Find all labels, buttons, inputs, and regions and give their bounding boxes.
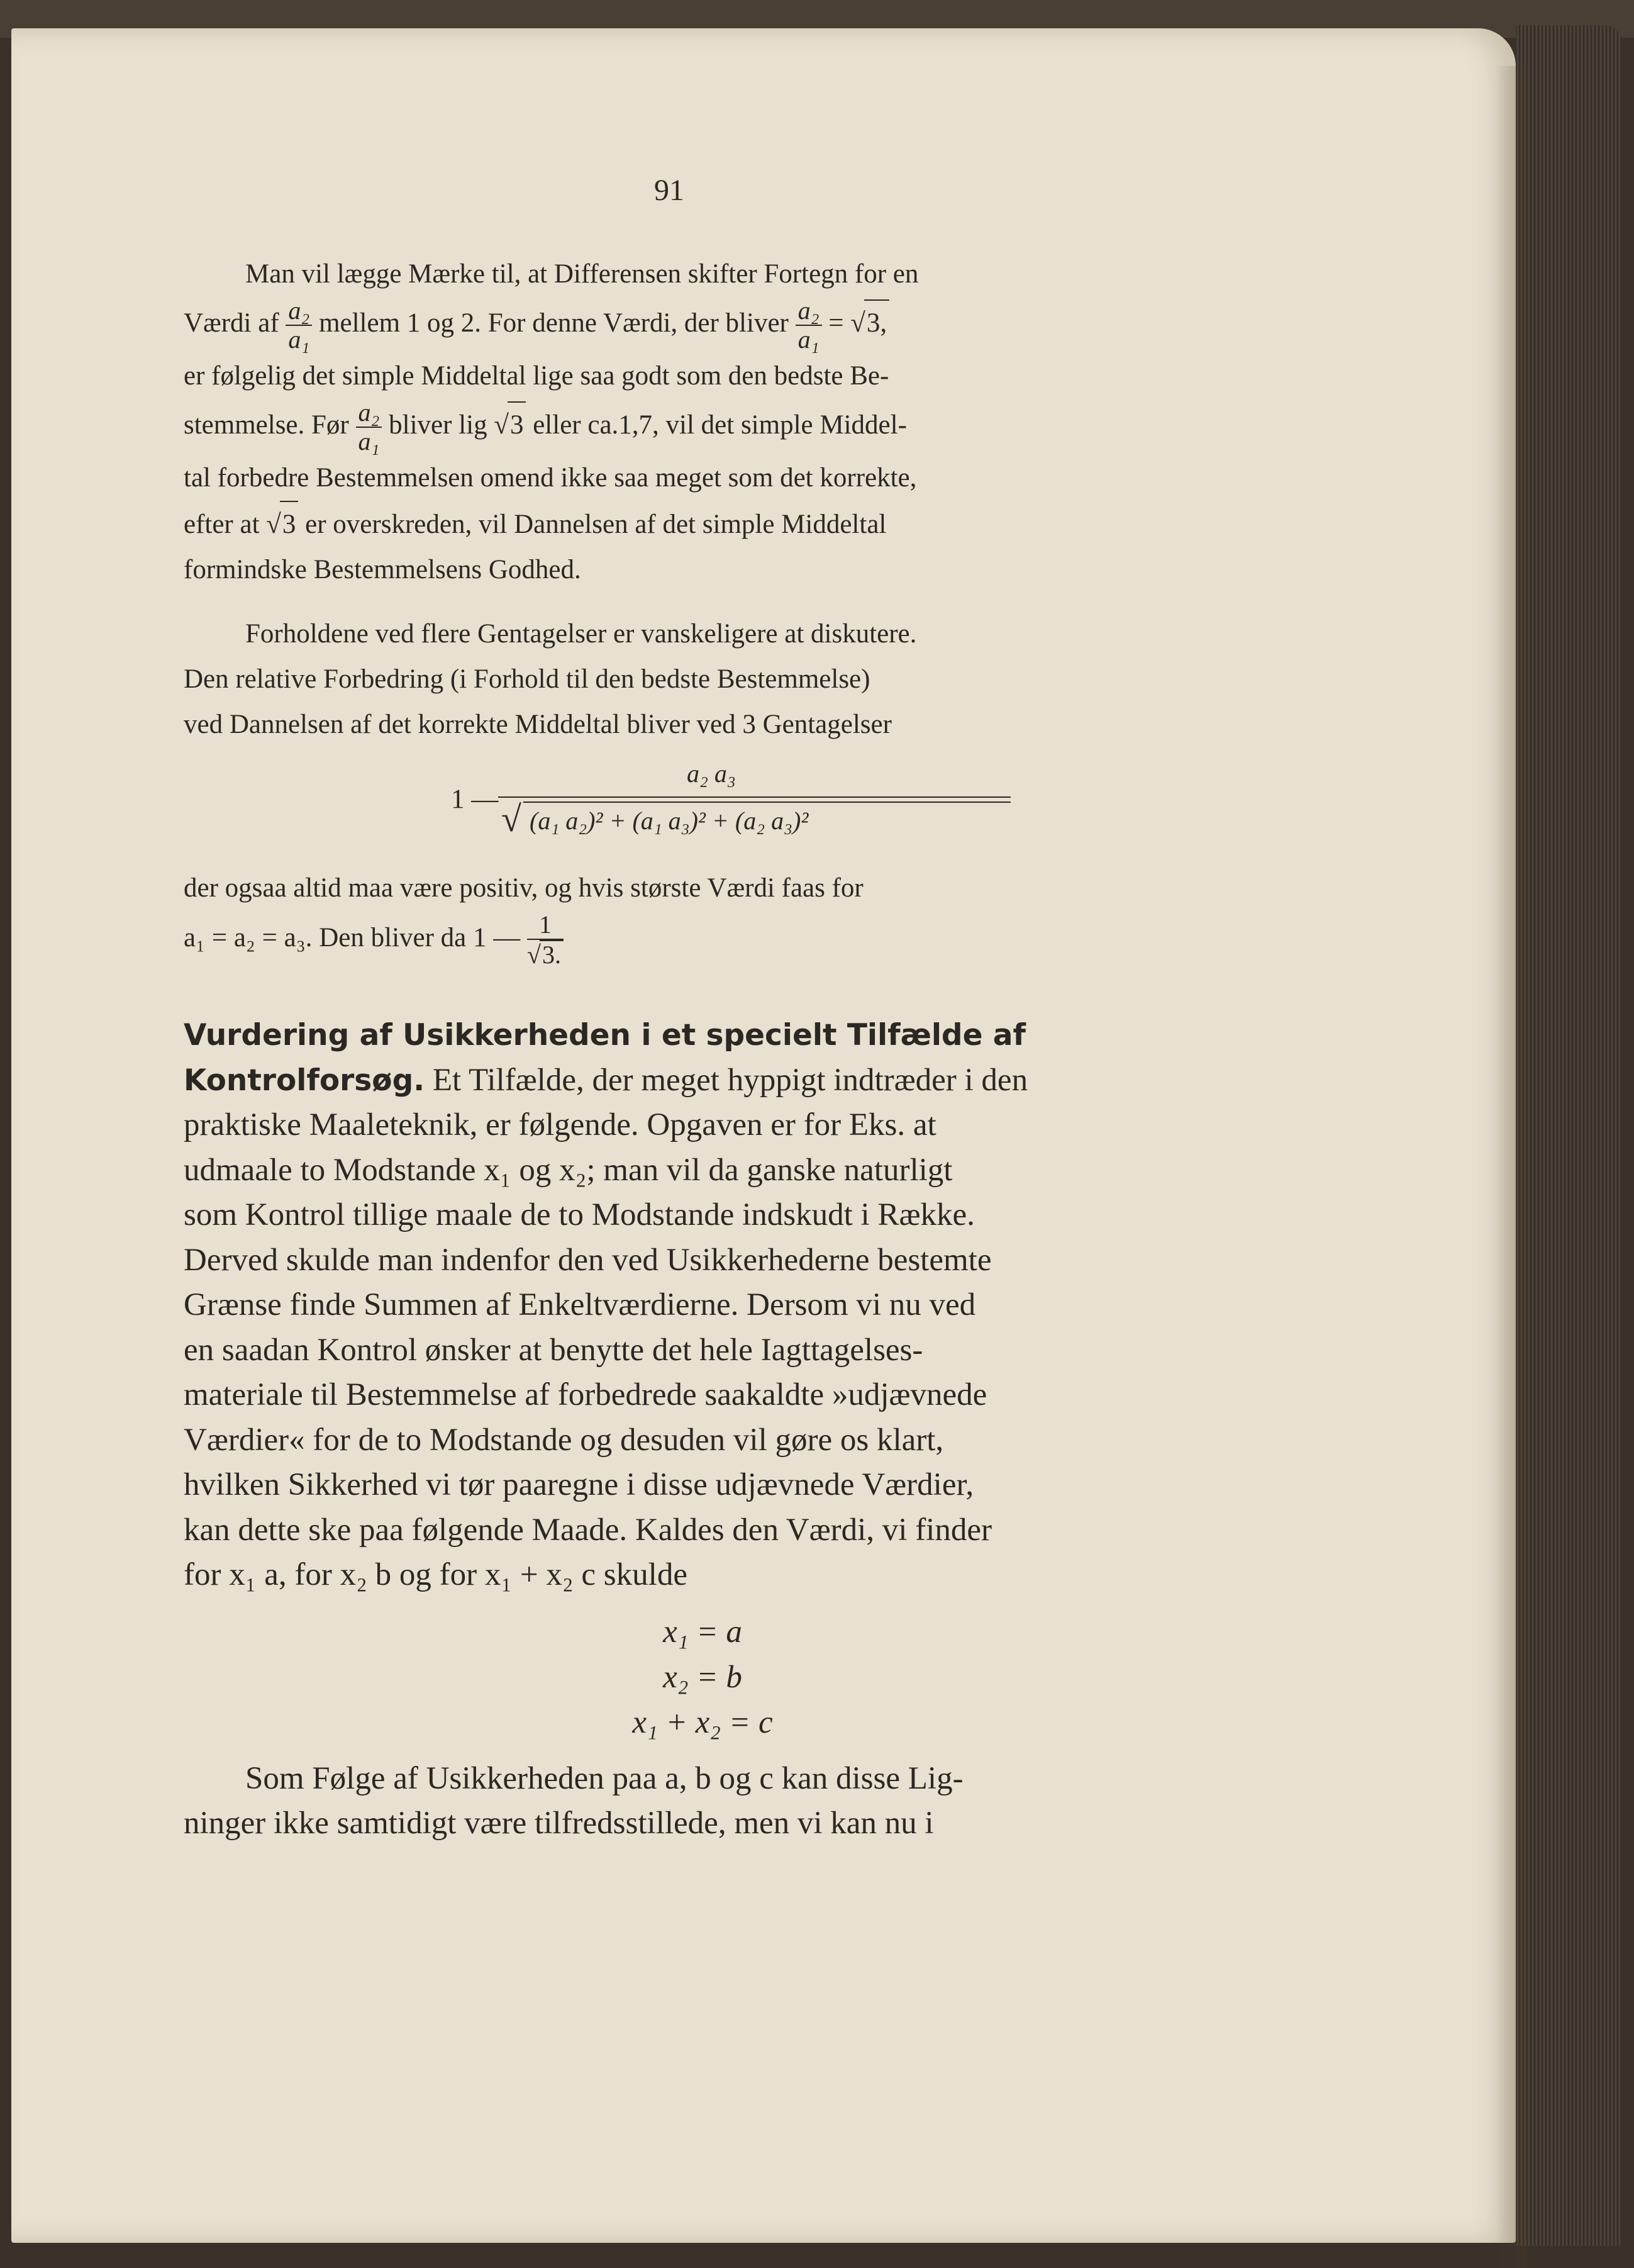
p1-line4: stemmelse. Før $\frac{\text{a₂}}{\text{a₁}}$ bliver lig √3 eller ca.1,7, vil det simple Middel-	[184, 398, 907, 455]
equation-3: x₁ + x₂ = c	[632, 1704, 773, 1740]
final-line-2: ninger ikke samtidigt være tilfredsstillede, men vi kan nu i	[184, 1806, 934, 1841]
frac-den: √3.	[527, 940, 564, 969]
frac-num: 1	[527, 911, 564, 940]
page-block-edge	[1516, 25, 1623, 2246]
section-line-7: materiale til Bestemmelse af forbedrede saakaldte »udjævnede	[184, 1377, 987, 1412]
fraction-a2-a1	[286, 297, 312, 354]
frac-den: a₁	[358, 427, 380, 455]
formula-fraction-bar	[498, 796, 1011, 798]
formula-relative-improvement	[184, 759, 1221, 853]
p1-line6: efter at √3 er overskreden, vil Dannelsen af det simple Middeltal	[184, 501, 1221, 547]
p1-line4-text-d: eller ca.1,7, vil det simple Middel-	[533, 410, 907, 440]
frac-num: a₂	[356, 399, 382, 428]
p1-line4-text-a: stemmelse. Før	[184, 410, 349, 440]
section-line-9: hvilken Sikkerhed vi tør paaregne i disse udjævnede Værdier,	[184, 1467, 974, 1502]
equals-sign: =	[828, 308, 844, 338]
final-line-1: Som Følge af Usikkerheden paa a, b og c kan disse Lig-	[245, 1760, 964, 1796]
equation-1: x₁ = a	[663, 1614, 742, 1650]
section-line-4: Derved skulde man indenfor den ved Usikkerhederne bestemte	[184, 1242, 992, 1278]
p1-line7: formindske Bestemmelsens Godhed.	[184, 555, 581, 584]
p2-line2: Den relative Forbedring (i Forhold til den bedste Bestemmelse)	[184, 664, 870, 694]
frac-num: a₂	[796, 297, 822, 326]
p1-line2: Værdi af $\frac{\text{a₂}}{\text{a₁}}$ mellem 1 og 2. For denne Værdi, der bliver $\frac{\text{a₂}}{\text{a₁}}$ = √3,	[184, 297, 1221, 354]
fraction-a2-a1-2	[796, 297, 822, 354]
section-heading: Vurdering af Usikkerheden i et specielt Tilfælde af	[184, 1018, 1026, 1053]
section-heading-b: Kontrolforsøg.	[184, 1063, 425, 1098]
p3-line2-text: a₁ = a₂ = a₃. Den bliver da 1 —	[184, 922, 521, 952]
section-line-2: udmaale to Modstande x₁ og x₂; man vil da ganske naturligt	[184, 1152, 953, 1188]
formula-denominator: (a₁ a₂)² + (a₁ a₃)² + (a₂ a₃)²	[530, 807, 809, 835]
formula-sqrt-bar	[523, 802, 1011, 803]
section-text-0: Et Tilfælde, der meget hyppigt indtræder i den	[432, 1062, 1028, 1098]
formula-numerator: a₂ a₃	[687, 759, 736, 788]
sqrt-3-b: 3	[508, 401, 526, 448]
equation-block	[184, 1609, 1221, 1745]
equation-2: x₂ = b	[663, 1659, 742, 1695]
p1-line2-text-b: mellem 1 og 2. For denne Værdi, der bliver	[319, 308, 789, 338]
paragraph-3	[184, 866, 1221, 969]
p1-line3: er følgelig det simple Middeltal lige saa godt som den bedste Be-	[184, 361, 889, 391]
paragraph-2	[184, 612, 1221, 747]
section-line-0	[184, 1058, 1221, 1103]
section-line-6: en saadan Kontrol ønsker at benytte det hele Iagttagelses-	[184, 1332, 923, 1368]
section-line-1: praktiske Maaleteknik, er følgende. Opgaven er for Eks. at	[184, 1107, 936, 1142]
section-heading-line	[184, 1013, 1221, 1058]
p1-line4-text-b: bliver lig	[389, 410, 487, 440]
paragraph-1	[184, 252, 1221, 593]
section-control-experiment	[184, 1013, 1221, 1598]
formula-lead: 1 —	[451, 785, 499, 814]
section-line-10: kan dette ske paa følgende Maade. Kaldes den Værdi, vi finder	[184, 1512, 992, 1548]
page-text	[184, 252, 1221, 1846]
p2-line3: ved Dannelsen af det korrekte Middeltal bliver ved 3 Gentagelser	[184, 710, 892, 739]
section-line-11: for x₁ a, for x₂ b og for x₁ + x₂ c skulde	[184, 1557, 687, 1592]
sqrt-3: 3,	[864, 299, 889, 346]
section-line-8: Værdier« for de to Modstande og desuden vil gøre os klart,	[184, 1422, 944, 1458]
sqrt-3-d: 3.	[540, 940, 564, 969]
section-line-3: som Kontrol tillige maale de to Modstande indskudt i Række.	[184, 1197, 975, 1232]
p1-line1: Man vil lægge Mærke til, at Differensen skifter Fortegn for en	[245, 259, 919, 289]
p3-line1: der ogsaa altid maa være positiv, og hvis største Værdi faas for	[184, 873, 864, 903]
frac-den: a₁	[288, 325, 310, 354]
p1-line2-text-a: Værdi af	[184, 308, 279, 338]
p1-line6-text-a: efter at	[184, 510, 260, 539]
fraction-a2-a1-3	[356, 399, 382, 455]
p2-line1: Forholdene ved flere Gentagelser er vanskeligere at diskutere.	[245, 619, 917, 649]
sqrt-sign: √	[501, 798, 521, 839]
section-line-5: Grænse finde Summen af Enkeltværdierne. Dersom vi nu ved	[184, 1287, 976, 1322]
fraction-1-sqrt3	[527, 911, 564, 969]
frac-den: a₁	[798, 325, 820, 354]
final-paragraph	[184, 1757, 1221, 1846]
frac-num: a₂	[286, 297, 312, 326]
page-curl-shadow	[1496, 66, 1527, 2268]
p1-line6-text-c: er overskreden, vil Dannelsen af det simple Middeltal	[305, 510, 887, 539]
page-number: 91	[654, 174, 684, 207]
sqrt-3-c: 3	[280, 501, 299, 547]
p3-line2	[184, 911, 1221, 969]
p1-line5: tal forbedre Bestemmelsen omend ikke saa meget som det korrekte,	[184, 463, 917, 493]
